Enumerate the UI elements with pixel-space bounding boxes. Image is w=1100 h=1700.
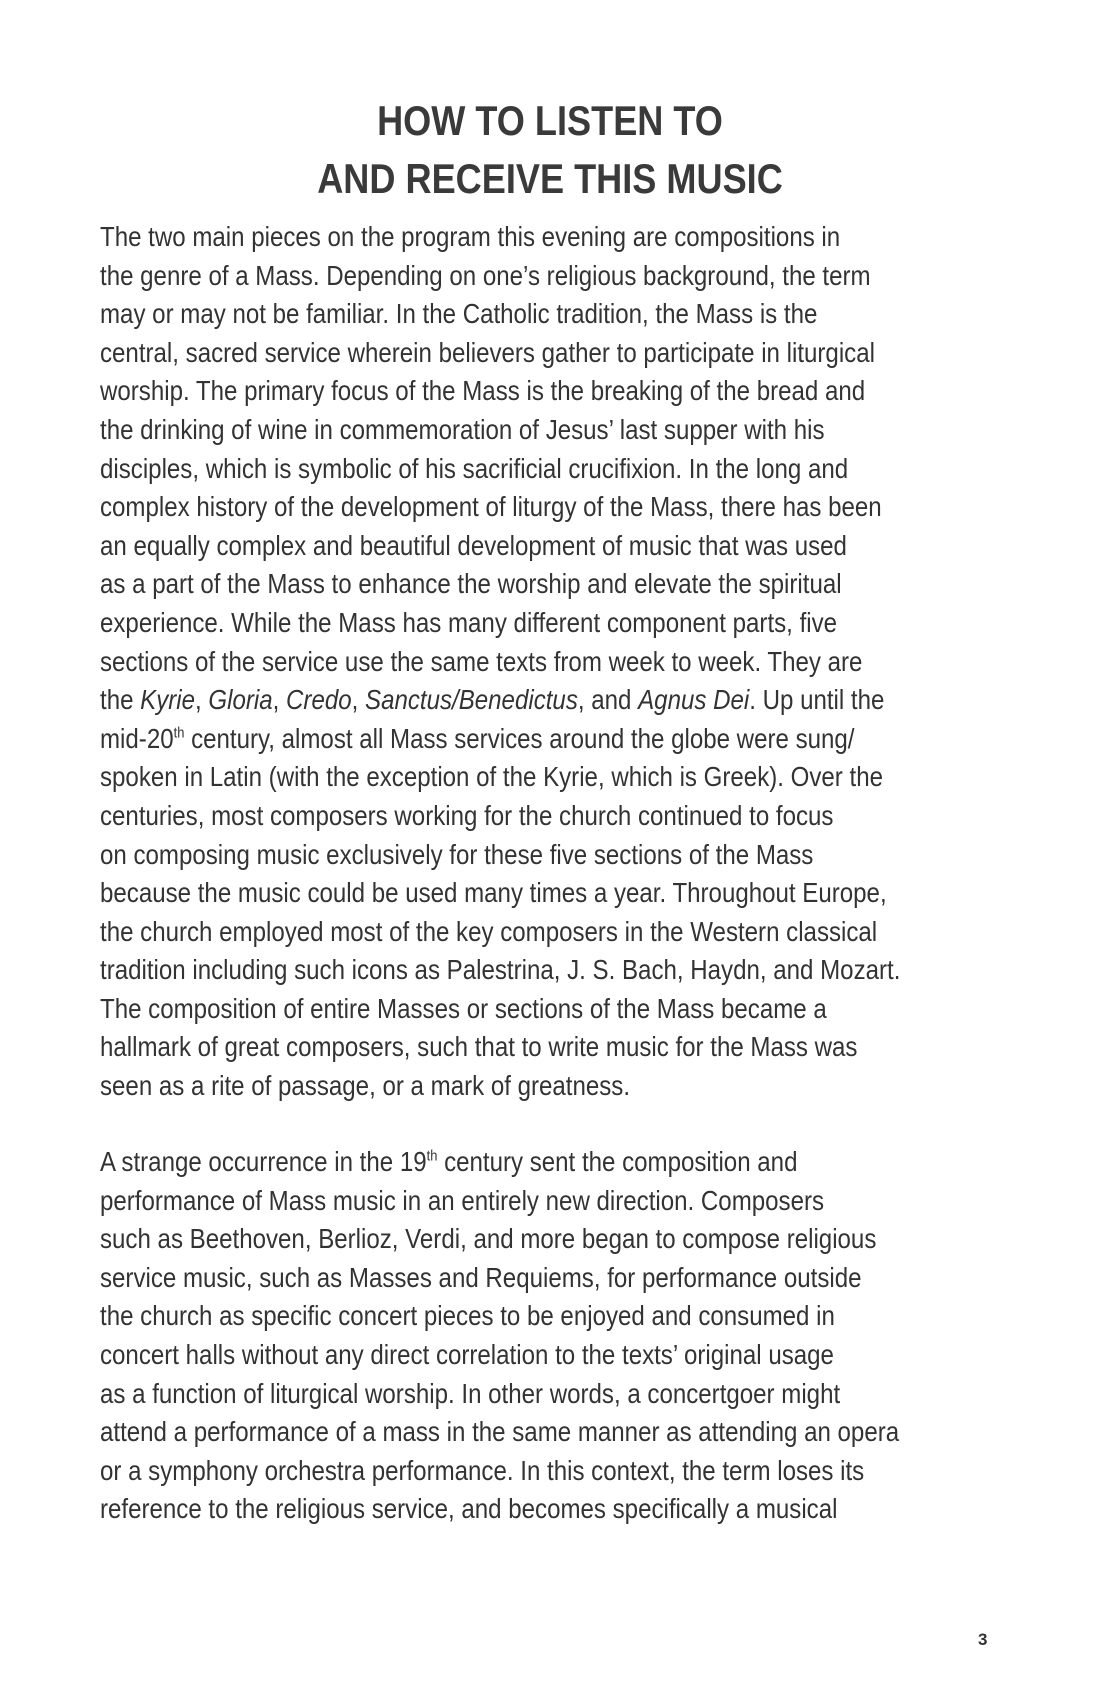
mass-section-kyrie: Kyrie <box>140 684 196 716</box>
text-run: the <box>100 684 141 716</box>
text-line: an equally complex and beautiful development of music that was used <box>100 529 847 561</box>
mass-section-credo: Credo <box>286 684 352 716</box>
text-line: because the music could be used many times a year. Throughout Europe, <box>100 877 887 909</box>
text-line: The two main pieces on the program this evening are compositions in <box>100 221 841 252</box>
text-line: hallmark of great composers, such that to write music for the Mass was <box>100 1031 858 1063</box>
text-line: worship. The primary focus of the Mass is the breaking of the bread and <box>100 375 866 407</box>
text-run: , <box>195 684 209 716</box>
text-line: may or may not be familiar. In the Catholic tradition, the Mass is the <box>100 298 818 330</box>
superscript: th <box>426 1147 438 1165</box>
text-line <box>100 1143 1012 1182</box>
text-line: or a symphony orchestra performance. In this context, the term loses its <box>100 1454 865 1486</box>
mass-section-gloria: Gloria <box>208 684 273 716</box>
text-line: seen as a rite of passage, or a mark of greatness. <box>100 1070 631 1102</box>
text-line: central, sacred service wherein believers gather to participate in liturgical <box>100 336 875 368</box>
superscript: th <box>173 724 185 742</box>
paragraph-1 <box>100 218 1012 1106</box>
text-line: concert halls without any direct correlation to the texts’ original usage <box>100 1338 834 1370</box>
text-line: the church as specific concert pieces to be enjoyed and consumed in <box>100 1300 835 1332</box>
text-run: century sent the composition and <box>437 1146 798 1177</box>
text-line-mass-sections <box>100 681 1012 720</box>
text-line: service music, such as Masses and Requiems, for performance outside <box>100 1261 862 1293</box>
text-line: attend a performance of a mass in the same manner as attending an opera <box>100 1416 900 1448</box>
text-line: the genre of a Mass. Depending on one’s religious background, the term <box>100 259 871 291</box>
text-run: , <box>272 684 287 716</box>
mass-section-sanctus: Sanctus/Benedictus <box>365 684 578 716</box>
text-run: . Up until the <box>749 684 885 716</box>
text-line: disciples, which is symbolic of his sacrificial crucifixion. In the long and <box>100 452 849 484</box>
text-line: the drinking of wine in commemoration of Jesus’ last supper with his <box>100 413 825 445</box>
text-line: The composition of entire Masses or sections of the Mass became a <box>100 992 827 1024</box>
text-line: spoken in Latin (with the exception of the Kyrie, which is Greek). Over the <box>100 761 883 793</box>
mass-section-agnus-dei: Agnus Dei <box>638 684 750 716</box>
paragraph-2 <box>100 1143 1012 1529</box>
text-line: reference to the religious service, and becomes specifically a musical <box>100 1493 838 1525</box>
text-line: such as Beethoven, Berlioz, Verdi, and more began to compose religious <box>100 1223 877 1255</box>
text-run: mid-20 <box>100 722 174 754</box>
text-line: as a part of the Mass to enhance the worship and elevate the spiritual <box>100 568 842 600</box>
page-title <box>77 92 1023 208</box>
text-line: sections of the service use the same texts from week to week. They are <box>100 645 863 677</box>
text-run: A strange occurrence in the 19 <box>100 1146 427 1177</box>
text-line: performance of Mass music in an entirely new direction. Composers <box>100 1184 825 1216</box>
text-run: , and <box>577 684 639 716</box>
text-line: tradition including such icons as Palestrina, J. S. Bach, Haydn, and Mozart. <box>100 954 901 986</box>
page-number: 3 <box>978 1630 988 1649</box>
text-line: on composing music exclusively for these five sections of the Mass <box>100 838 814 870</box>
text-line: the church employed most of the key composers in the Western classical <box>100 915 878 947</box>
text-line: experience. While the Mass has many different component parts, five <box>100 606 838 638</box>
text-line: as a function of liturgical worship. In other words, a concertgoer might <box>100 1377 841 1409</box>
text-line <box>100 720 1012 759</box>
text-run: , <box>351 684 366 716</box>
text-line: complex history of the development of liturgy of the Mass, there has been <box>100 491 882 523</box>
text-line: centuries, most composers working for the church continued to focus <box>100 799 834 831</box>
title-line-2: AND RECEIVE THIS MUSIC <box>317 155 783 202</box>
text-run: century, almost all Mass services around the globe were sung/ <box>184 722 855 754</box>
title-line-1: HOW TO LISTEN TO <box>377 97 723 144</box>
